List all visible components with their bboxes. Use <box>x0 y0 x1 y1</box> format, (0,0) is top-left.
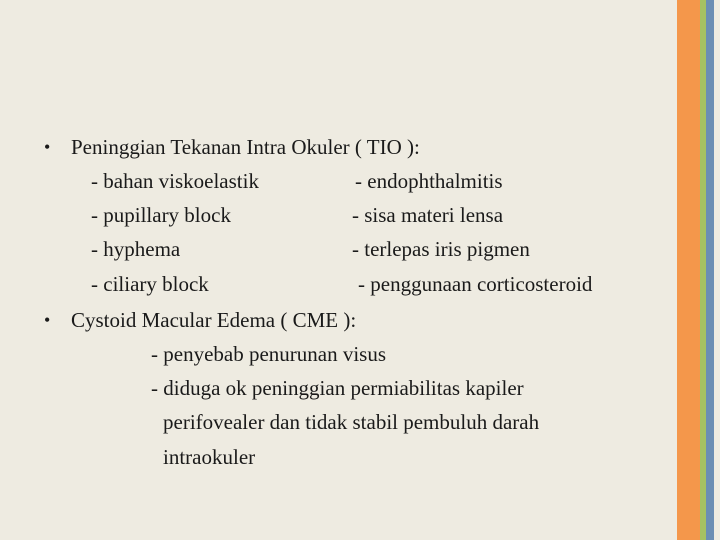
cme-item: - penyebab penurunan visus <box>151 342 387 366</box>
tio-item-left: - bahan viskoelastik <box>91 169 259 193</box>
tio-item-left: - ciliary block <box>91 272 209 296</box>
tio-item-right: - penggunaan corticosteroid <box>358 272 593 296</box>
accent-stripe-blue <box>706 0 714 540</box>
tio-item-right: - endophthalmitis <box>355 169 503 193</box>
tio-item-right: - sisa materi lensa <box>352 203 504 227</box>
accent-stripe-orange <box>677 0 700 540</box>
bullet-icon: • <box>44 310 51 330</box>
cme-item-continuation: perifovealer dan tidak stabil pembuluh darah <box>163 410 540 434</box>
tio-item-right: - terlepas iris pigmen <box>352 237 530 261</box>
bullet-title-cme: Cystoid Macular Edema ( CME ): <box>71 308 357 332</box>
tio-item-left: - hyphema <box>91 237 181 261</box>
cme-item: - diduga ok peninggian permiabilitas kapiler <box>151 376 524 400</box>
bullet-icon: • <box>44 137 51 157</box>
cme-item-continuation: intraokuler <box>163 445 256 469</box>
tio-item-left: - pupillary block <box>91 203 231 227</box>
bullet-title-tio: Peninggian Tekanan Intra Okuler ( TIO ): <box>71 135 420 159</box>
accent-stripe-edge <box>714 0 720 540</box>
